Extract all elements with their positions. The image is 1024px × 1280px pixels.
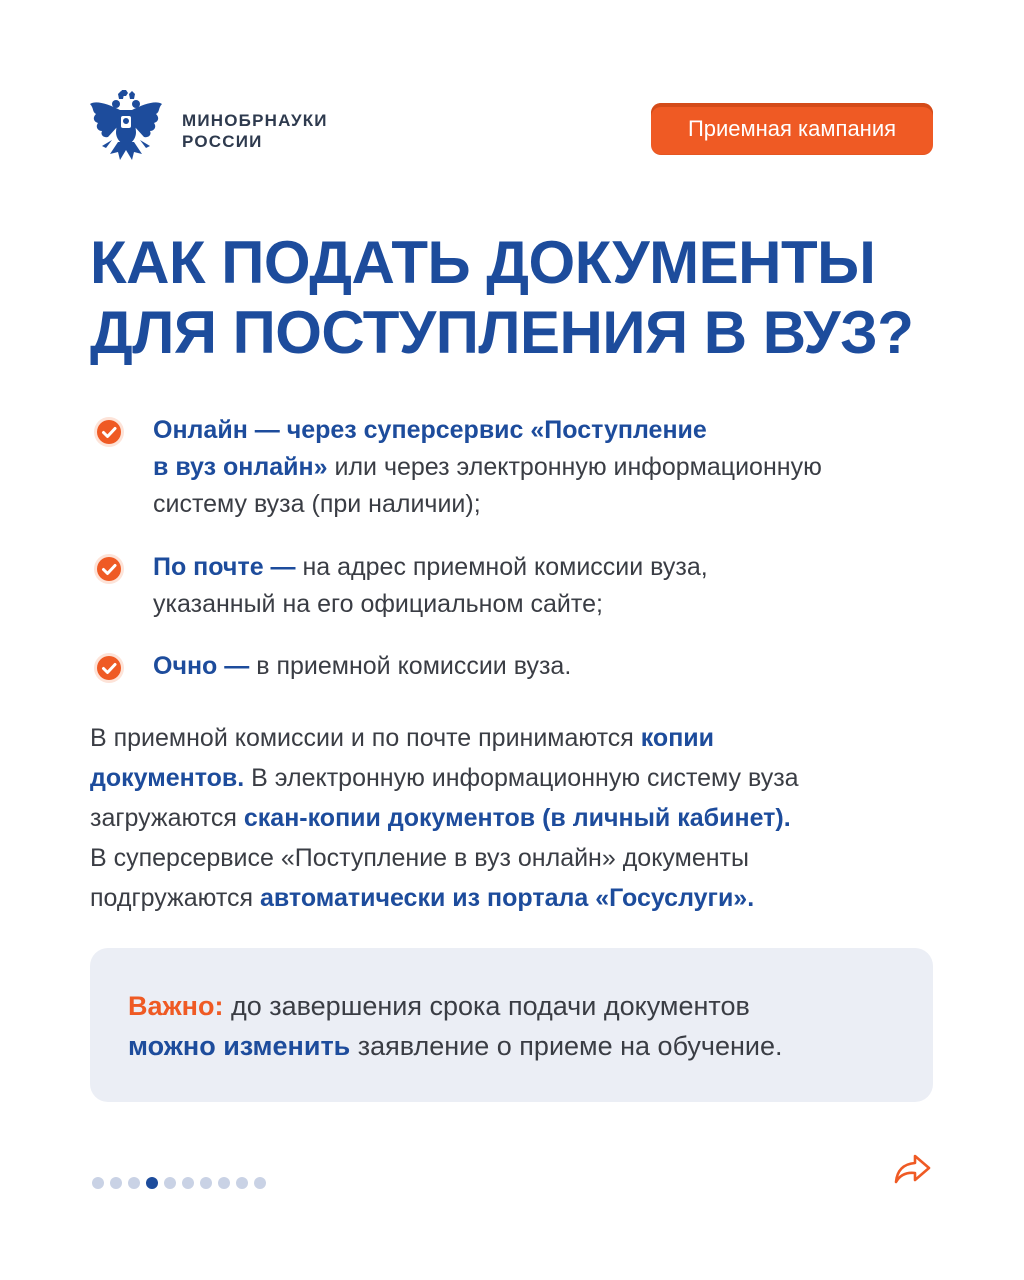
list-item-online-rest2: систему вуза (при наличии); bbox=[153, 490, 481, 518]
para-text-3: загружаются bbox=[90, 804, 244, 832]
list-item-online-rest1: или через электронную информационную bbox=[327, 453, 822, 481]
para-text-1: В приемной комиссии и по почте принимаются bbox=[90, 724, 641, 752]
check-icon bbox=[93, 416, 125, 448]
coat-of-arms-icon bbox=[88, 90, 164, 168]
campaign-tag: Приемная кампания bbox=[651, 103, 933, 155]
list-item-mail-bold: По почте — bbox=[153, 553, 296, 581]
list-item-in-person-rest: в приемной комиссии вуза. bbox=[249, 652, 572, 680]
para-bold-2: документов. bbox=[90, 764, 245, 792]
list-item-online bbox=[153, 412, 933, 523]
page-title bbox=[90, 228, 970, 368]
important-note bbox=[90, 948, 933, 1102]
page-title-line2: ДЛЯ ПОСТУПЛЕНИЯ В ВУЗ? bbox=[90, 299, 914, 366]
page-title-line1: КАК ПОДАТЬ ДОКУМЕНТЫ bbox=[90, 229, 876, 296]
para-bold-1: копии bbox=[640, 724, 715, 752]
important-bold: можно изменить bbox=[128, 1031, 351, 1061]
info-paragraph bbox=[90, 718, 940, 918]
pagination-dot[interactable] bbox=[254, 1177, 266, 1189]
pagination-dot[interactable] bbox=[182, 1177, 194, 1189]
check-icon bbox=[93, 652, 125, 684]
important-note-text bbox=[128, 986, 908, 1066]
ministry-name bbox=[182, 110, 328, 152]
para-text-2: В электронную информационную систему вуза bbox=[244, 764, 799, 792]
list-item-online-bold1: Онлайн — через суперсервис «Поступление bbox=[153, 416, 707, 444]
pagination-dot[interactable] bbox=[128, 1177, 140, 1189]
list-item-mail bbox=[153, 549, 933, 623]
pagination-dot[interactable] bbox=[92, 1177, 104, 1189]
check-icon bbox=[93, 553, 125, 585]
pagination-dot[interactable] bbox=[164, 1177, 176, 1189]
list-item-in-person-bold: Очно — bbox=[153, 652, 250, 680]
pagination-dot[interactable] bbox=[236, 1177, 248, 1189]
list-item-mail-rest2: указанный на его официальном сайте; bbox=[153, 590, 603, 618]
important-text-2: заявление о приеме на обучение. bbox=[350, 1031, 783, 1061]
list-item-online-bold2: в вуз онлайн» bbox=[153, 453, 328, 481]
pagination-dot[interactable] bbox=[218, 1177, 230, 1189]
pagination-dot[interactable] bbox=[200, 1177, 212, 1189]
para-bold-3: скан-копии документов (в личный кабинет). bbox=[243, 804, 791, 832]
carousel-pagination bbox=[92, 1177, 266, 1189]
para-text-5: подгружаются bbox=[90, 884, 260, 912]
ministry-name-line2: РОССИИ bbox=[182, 132, 263, 151]
share-icon[interactable] bbox=[893, 1150, 933, 1188]
pagination-dot[interactable] bbox=[110, 1177, 122, 1189]
important-text-1: до завершения срока подачи документов bbox=[223, 991, 750, 1021]
para-text-4: В суперсервисе «Поступление в вуз онлайн» документы bbox=[90, 844, 749, 872]
pagination-dot-active[interactable] bbox=[146, 1177, 158, 1189]
list-item-in-person bbox=[153, 648, 933, 685]
important-label: Важно: bbox=[128, 991, 224, 1021]
list-item-mail-rest1: на адрес приемной комиссии вуза, bbox=[295, 553, 708, 581]
para-bold-4: автоматически из портала «Госуслуги». bbox=[259, 884, 755, 912]
ministry-name-line1: МИНОБРНАУКИ bbox=[182, 111, 328, 130]
